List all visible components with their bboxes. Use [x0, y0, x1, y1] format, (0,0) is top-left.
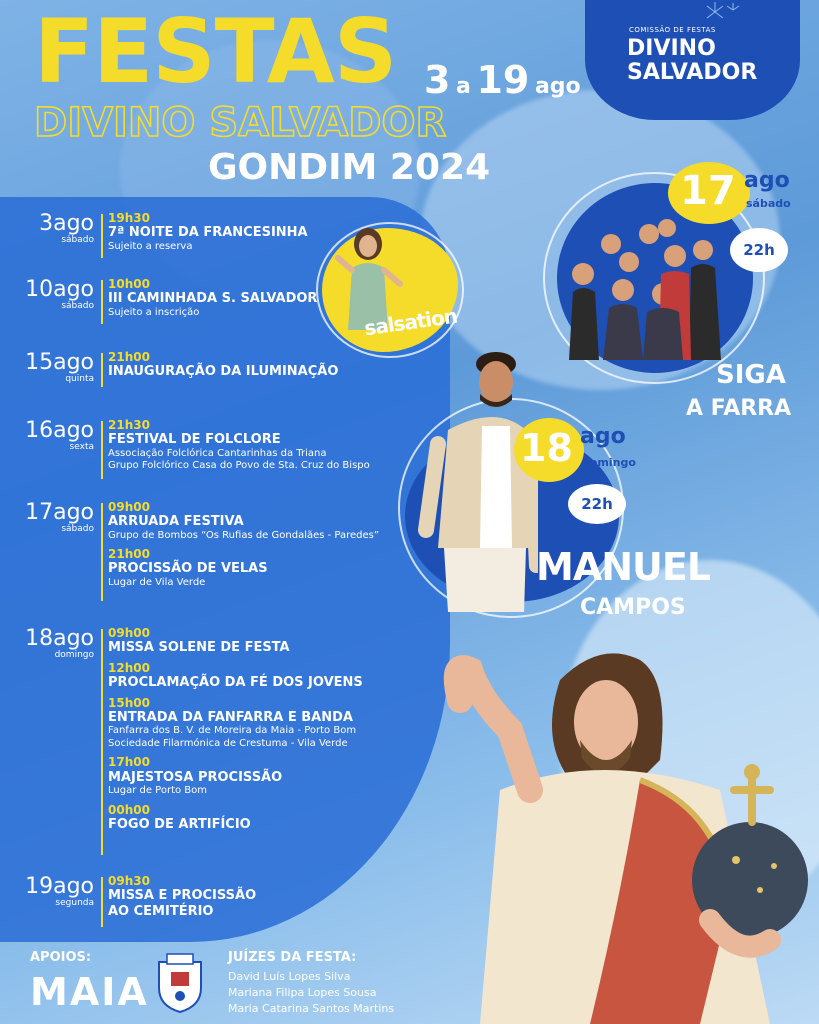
- event-title: ENTRADA DA FANFARRA E BANDA: [108, 709, 353, 725]
- judge-name: David Luís Lopes Silva: [228, 970, 351, 983]
- event-time: 19h30: [108, 211, 150, 225]
- event-title: III CAMINHADA S. SALVADOR: [108, 291, 318, 307]
- divider-bar: [101, 421, 103, 479]
- event-item: [108, 875, 256, 919]
- event-item: [108, 548, 379, 589]
- event-item: [108, 212, 308, 253]
- salsation-label: salsation: [362, 303, 459, 341]
- day: 16ago: [25, 418, 94, 443]
- event-detail: Associação Folclórica Cantarinhas da Triana: [108, 447, 327, 459]
- manuel-month: ago: [580, 424, 626, 449]
- siga-name1: SIGA: [716, 360, 786, 390]
- event-time: 09h30: [108, 874, 150, 888]
- weekday: sábado: [61, 235, 94, 246]
- event-detail: Lugar de Porto Bom: [108, 785, 208, 797]
- event-time: 09h00: [108, 500, 150, 514]
- event-time: 17h00: [108, 755, 150, 770]
- event-item: [108, 627, 363, 656]
- event-detail: Grupo Folclórico Casa do Povo de Sta. Cruz do Bispo: [108, 460, 370, 472]
- judge-name: Mariana Filipa Lopes Sousa: [228, 986, 377, 999]
- manuel-day: 18: [520, 426, 573, 470]
- day: 19ago: [25, 874, 94, 899]
- judge-name: Maria Catarina Santos Martins: [228, 1002, 395, 1015]
- divider-bar: [101, 214, 103, 258]
- event-time: 21h30: [108, 418, 150, 432]
- logo-comissao: COMISSÃO DE FESTAS: [629, 26, 716, 34]
- weekday: segunda: [55, 898, 94, 909]
- event-time: 21h00: [108, 350, 150, 364]
- siga-time: 22h: [730, 228, 788, 272]
- event-title: MAJESTOSA PROCISSÃO: [108, 769, 283, 785]
- divider-bar: [101, 877, 103, 927]
- event-detail: Fanfarra dos B. V. de Moreira da Maia - Porto Bom: [108, 725, 357, 737]
- date-month: ago: [534, 74, 581, 99]
- event-time: 15h00: [108, 695, 150, 710]
- event-detail: Sujeito a reserva: [108, 240, 193, 252]
- day: 17ago: [25, 500, 94, 525]
- event-detail: Lugar de Vila Verde: [108, 577, 206, 589]
- manuel-photo: [408, 334, 538, 614]
- event-item: [108, 419, 370, 473]
- event-title: PROCISSÃO DE VELAS: [108, 561, 268, 577]
- festas-title: FESTAS: [34, 0, 397, 103]
- band-photo: [563, 214, 729, 360]
- day-label: [0, 351, 94, 384]
- event-item: [108, 804, 363, 833]
- divino-salvador-logo: [585, 0, 800, 120]
- manuel-time: 22h: [568, 484, 626, 524]
- event-time: 10h00: [108, 277, 150, 291]
- day-label: [0, 501, 94, 534]
- event-detail: Sujeito a inscrição: [108, 306, 200, 318]
- date-range: [424, 58, 581, 102]
- siga-date-badge: [668, 162, 750, 224]
- day-label: [0, 212, 94, 245]
- event-title-continued: AO CEMITÉRIO: [108, 903, 214, 919]
- siga-weekday: sábado: [746, 197, 791, 210]
- manuel-weekday: domingo: [582, 456, 636, 469]
- event-title: MISSA E PROCISSÃO: [108, 888, 257, 904]
- maia-logo: MAIA: [30, 970, 149, 1014]
- weekday: quinta: [65, 374, 94, 385]
- logo-line2: SALVADOR: [627, 60, 758, 85]
- date-from: 3: [424, 58, 451, 102]
- day: 18ago: [25, 626, 94, 651]
- day-label: [0, 278, 94, 311]
- weekday: sábado: [61, 524, 94, 535]
- weekday: sábado: [61, 301, 94, 312]
- event-title: ARRUADA FESTIVA: [108, 514, 244, 530]
- event-item: [108, 662, 363, 691]
- event-title: 7ª NOITE DA FRANCESINHA: [108, 225, 308, 241]
- event-detail: Sociedade Filarmónica de Crestuma - Vila Verde: [108, 737, 348, 749]
- event-title: FOGO DE ARTIFÍCIO: [108, 816, 251, 832]
- event-title: FESTIVAL DE FOLCLORE: [108, 432, 281, 448]
- day: 15ago: [25, 350, 94, 375]
- logo-line1: DIVINO: [627, 36, 716, 61]
- manuel-name1: MANUEL: [536, 545, 711, 589]
- date-a: a: [456, 74, 471, 99]
- event-time: 09h00: [108, 626, 150, 640]
- event-time: 21h00: [108, 547, 150, 562]
- divino-salvador-subtitle: DIVINO SALVADOR: [34, 100, 447, 146]
- event-time: 12h00: [108, 660, 150, 675]
- divider-bar: [101, 353, 103, 387]
- event-title: MISSA SOLENE DE FESTA: [108, 640, 290, 656]
- municipal-crest-icon: [153, 952, 207, 1014]
- divider-bar: [101, 503, 103, 601]
- siga-name2: A FARRA: [686, 396, 792, 421]
- manuel-name2: CAMPOS: [580, 595, 686, 620]
- divider-bar: [101, 629, 103, 855]
- day: 3ago: [39, 211, 94, 236]
- siga-month: ago: [744, 168, 790, 193]
- day: 10ago: [25, 277, 94, 302]
- day-label: [0, 627, 94, 660]
- event-title: INAUGURAÇÃO DA ILUMINAÇÃO: [108, 364, 339, 380]
- event-item: [108, 278, 317, 319]
- event-time: 00h00: [108, 802, 150, 817]
- date-to: 19: [476, 58, 530, 102]
- day-label: [0, 875, 94, 908]
- event-title: PROCLAMAÇÃO DA FÉ DOS JOVENS: [108, 674, 363, 690]
- event-item: [108, 351, 338, 380]
- siga-day: 17: [680, 168, 736, 214]
- gondim-year: GONDIM 2024: [208, 147, 491, 188]
- weekday: domingo: [54, 650, 94, 661]
- day-label: [0, 419, 94, 452]
- event-item: [108, 697, 363, 751]
- divino-salvador-statue: [440, 640, 819, 1024]
- event-detail: Grupo de Bombos “Os Rufias de Gondalães - Paredes”: [108, 529, 380, 541]
- weekday: sexta: [69, 442, 94, 453]
- apoios-label: APOIOS:: [30, 950, 92, 965]
- juizes-title: JUÍZES DA FESTA:: [228, 950, 357, 965]
- divider-bar: [101, 280, 103, 324]
- event-item: [108, 756, 363, 797]
- event-item: [108, 501, 379, 542]
- manuel-date-badge: [514, 418, 584, 482]
